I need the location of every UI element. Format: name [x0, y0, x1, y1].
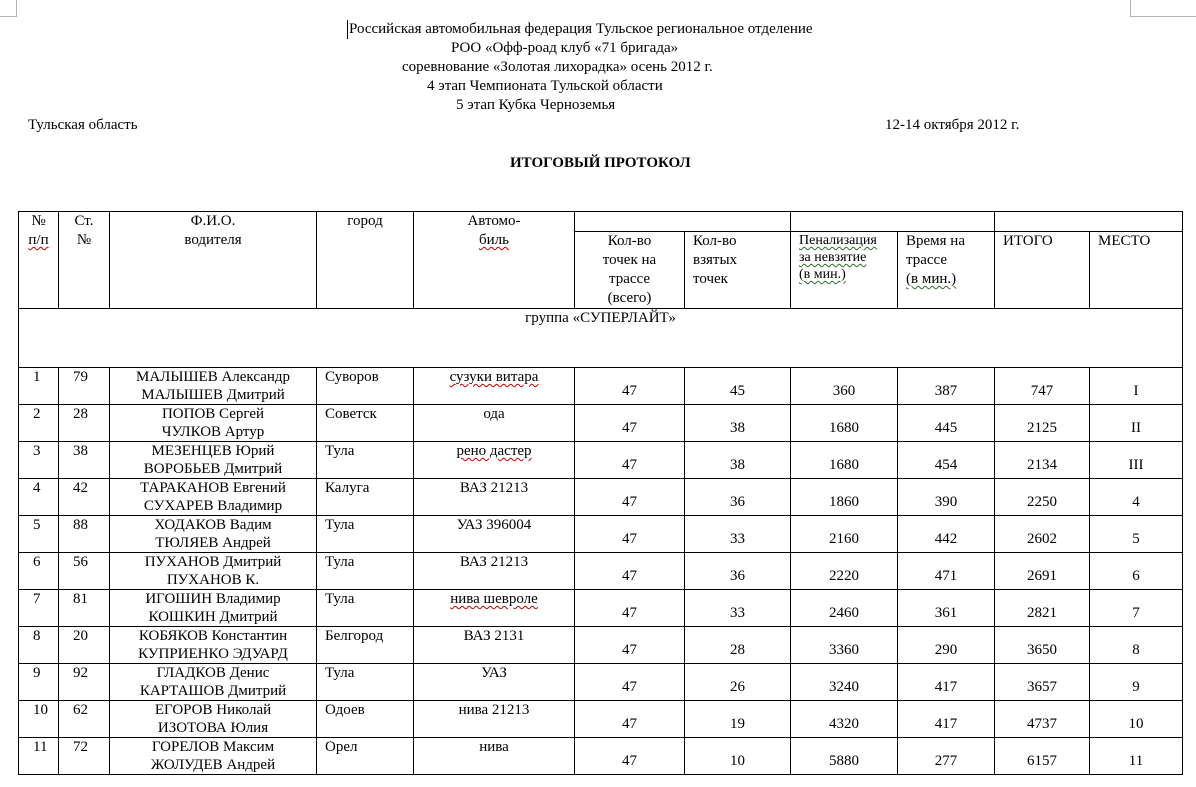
row-drivers [110, 479, 317, 516]
row-total: 2134 [995, 442, 1090, 479]
row-city: Калуга [317, 479, 414, 516]
row-penalty: 2160 [791, 516, 898, 553]
row-car: рено дастер [414, 442, 575, 479]
region-label: Тульская область [28, 117, 138, 133]
row-start-number: 38 [59, 442, 110, 479]
dates-label: 12-14 октября 2012 г. [885, 117, 1020, 133]
row-points-total: 47 [575, 368, 685, 405]
row-car: нива 21213 [414, 701, 575, 738]
row-total: 3657 [995, 664, 1090, 701]
header-cell-place: МЕСТО [1090, 232, 1183, 309]
row-index: 3 [19, 442, 59, 479]
row-time: 417 [898, 701, 995, 738]
row-car: нива [414, 738, 575, 775]
row-penalty: 1860 [791, 479, 898, 516]
row-place: 7 [1090, 590, 1183, 627]
header-cell-car: Автомо- биль [414, 212, 575, 309]
row-driver-1: ПОПОВ Сергей [161, 406, 265, 422]
row-start-number: 28 [59, 405, 110, 442]
header-line-2: РОО «Офф-роад клуб «71 бригада» [451, 40, 679, 56]
row-points-taken: 26 [685, 664, 791, 701]
row-driver-1: ПУХАНОВ Дмитрий [144, 554, 282, 570]
row-index: 9 [19, 664, 59, 701]
row-car: ВАЗ 21213 [414, 479, 575, 516]
row-total: 2602 [995, 516, 1090, 553]
row-place: 9 [1090, 664, 1183, 701]
row-total: 6157 [995, 738, 1090, 775]
row-driver-2: ЖОЛУДЕВ Андрей [150, 757, 276, 773]
row-drivers [110, 405, 317, 442]
header-line-1: Российская автомобильная федерация Тульское региональное отделение [349, 21, 813, 37]
row-points-total: 47 [575, 405, 685, 442]
row-index: 4 [19, 479, 59, 516]
row-penalty: 360 [791, 368, 898, 405]
row-drivers [110, 590, 317, 627]
header-line-5: 5 этап Кубка Черноземья [456, 97, 616, 113]
row-driver-2: ИЗОТОВА Юлия [157, 720, 269, 736]
page-margin-corner-right [1130, 0, 1196, 17]
header-cell-blank-3 [995, 212, 1183, 232]
row-start-number: 72 [59, 738, 110, 775]
row-time: 442 [898, 516, 995, 553]
row-time: 454 [898, 442, 995, 479]
row-points-total: 47 [575, 738, 685, 775]
table-row [19, 442, 1183, 479]
group-label: группа «СУПЕРЛАЙТ» [19, 309, 1183, 368]
row-car: УАЗ 396004 [414, 516, 575, 553]
table-row [19, 516, 1183, 553]
table-row [19, 553, 1183, 590]
row-start-number: 92 [59, 664, 110, 701]
header-cell-time: Время на трассе (в мин.) [898, 232, 995, 309]
row-start-number: 81 [59, 590, 110, 627]
row-time: 445 [898, 405, 995, 442]
header-line-4: 4 этап Чемпионата Тульской области [427, 78, 663, 94]
row-drivers [110, 738, 317, 775]
row-start-number: 20 [59, 627, 110, 664]
row-total: 2821 [995, 590, 1090, 627]
header-line-3: соревнование «Золотая лихорадка» осень 2012 г. [402, 59, 713, 75]
row-city: Тула [317, 553, 414, 590]
table-row [19, 701, 1183, 738]
row-driver-1: ЕГОРОВ Николай [154, 702, 272, 718]
table-header-row [19, 212, 1183, 232]
header-cell-total: ИТОГО [995, 232, 1090, 309]
row-points-total: 47 [575, 479, 685, 516]
row-points-taken: 33 [685, 516, 791, 553]
row-drivers [110, 627, 317, 664]
row-points-taken: 36 [685, 479, 791, 516]
row-time: 417 [898, 664, 995, 701]
row-driver-2: МАЛЫШЕВ Дмитрий [141, 387, 285, 403]
row-place: 5 [1090, 516, 1183, 553]
row-driver-1: МАЛЫШЕВ Александр [135, 369, 291, 385]
result-rows [19, 368, 1183, 775]
row-penalty: 3240 [791, 664, 898, 701]
row-place: 10 [1090, 701, 1183, 738]
row-points-total: 47 [575, 516, 685, 553]
row-points-total: 47 [575, 553, 685, 590]
row-city: Тула [317, 590, 414, 627]
row-car: ВАЗ 2131 [414, 627, 575, 664]
row-points-taken: 45 [685, 368, 791, 405]
row-time: 471 [898, 553, 995, 590]
row-driver-1: ГОРЕЛОВ Максим [151, 739, 275, 755]
row-car: УАЗ [414, 664, 575, 701]
header-cell-blank-2 [791, 212, 995, 232]
row-points-taken: 33 [685, 590, 791, 627]
row-driver-1: ТАРАКАНОВ Евгений [140, 480, 286, 496]
row-points-taken: 19 [685, 701, 791, 738]
row-start-number: 56 [59, 553, 110, 590]
table-row [19, 405, 1183, 442]
table-row [19, 738, 1183, 775]
row-driver-2: СУХАРЕВ Владимир [143, 498, 283, 514]
row-place: I [1090, 368, 1183, 405]
row-city: Тула [317, 516, 414, 553]
header-cell-penalty: Пенализация за невзятие (в мин.) [791, 232, 898, 309]
row-penalty: 2460 [791, 590, 898, 627]
row-driver-2: КУПРИЕНКО ЭДУАРД [138, 646, 288, 662]
row-index: 1 [19, 368, 59, 405]
row-penalty: 1680 [791, 405, 898, 442]
table-row [19, 627, 1183, 664]
row-start-number: 62 [59, 701, 110, 738]
row-penalty: 4320 [791, 701, 898, 738]
row-start-number: 88 [59, 516, 110, 553]
row-driver-1: МЕЗЕНЦЕВ Юрий [151, 443, 275, 459]
row-points-total: 47 [575, 701, 685, 738]
row-penalty: 1680 [791, 442, 898, 479]
row-city: Тула [317, 442, 414, 479]
row-time: 361 [898, 590, 995, 627]
row-total: 2125 [995, 405, 1090, 442]
row-city: Суворов [317, 368, 414, 405]
row-car: сузуки витара [414, 368, 575, 405]
header-cell-city: город [317, 212, 414, 309]
row-driver-2: КАРТАШОВ Дмитрий [139, 683, 287, 699]
row-index: 6 [19, 553, 59, 590]
row-driver-2: КОШКИН Дмитрий [148, 609, 278, 625]
row-city: Советск [317, 405, 414, 442]
row-points-taken: 36 [685, 553, 791, 590]
row-points-total: 47 [575, 442, 685, 479]
row-points-taken: 28 [685, 627, 791, 664]
header-cell-points-taken: Кол-во взятых точек [685, 232, 791, 309]
row-total: 747 [995, 368, 1090, 405]
row-index: 8 [19, 627, 59, 664]
row-time: 390 [898, 479, 995, 516]
row-points-total: 47 [575, 664, 685, 701]
row-points-taken: 10 [685, 738, 791, 775]
row-driver-1: КОБЯКОВ Константин [138, 628, 288, 644]
row-city: Белгород [317, 627, 414, 664]
row-car: нива шевроле [414, 590, 575, 627]
row-index: 7 [19, 590, 59, 627]
row-index: 11 [19, 738, 59, 775]
row-place: II [1090, 405, 1183, 442]
row-place: 4 [1090, 479, 1183, 516]
row-start-number: 42 [59, 479, 110, 516]
row-points-taken: 38 [685, 405, 791, 442]
row-city: Одоев [317, 701, 414, 738]
document-title: ИТОГОВЫЙ ПРОТОКОЛ [510, 155, 691, 171]
row-city: Орел [317, 738, 414, 775]
row-drivers [110, 553, 317, 590]
header-cell-num: № п/п [19, 212, 59, 309]
row-driver-2: ПУХАНОВ К. [166, 572, 260, 588]
row-index: 10 [19, 701, 59, 738]
header-cell-start: Ст. № [59, 212, 110, 309]
row-driver-2: ЧУЛКОВ Артур [161, 424, 265, 440]
row-points-total: 47 [575, 627, 685, 664]
page-margin-corner-left [0, 0, 17, 17]
row-penalty: 5880 [791, 738, 898, 775]
row-city: Тула [317, 664, 414, 701]
row-drivers [110, 701, 317, 738]
header-cell-fio: Ф.И.О. водителя [110, 212, 317, 309]
row-car: ода [414, 405, 575, 442]
row-drivers [110, 368, 317, 405]
group-row [19, 309, 1183, 368]
row-place: 6 [1090, 553, 1183, 590]
table-row [19, 664, 1183, 701]
row-time: 290 [898, 627, 995, 664]
row-drivers [110, 516, 317, 553]
table-row [19, 590, 1183, 627]
row-car: ВАЗ 21213 [414, 553, 575, 590]
row-total: 2691 [995, 553, 1090, 590]
row-place: III [1090, 442, 1183, 479]
row-drivers [110, 442, 317, 479]
row-time: 387 [898, 368, 995, 405]
row-index: 2 [19, 405, 59, 442]
row-penalty: 3360 [791, 627, 898, 664]
row-driver-1: ИГОШИН Владимир [145, 591, 281, 607]
header-cell-points-total: Кол-во точек на трассе (всего) [575, 232, 685, 309]
row-driver-2: ТЮЛЯЕВ Андрей [155, 535, 271, 551]
row-total: 2250 [995, 479, 1090, 516]
row-place: 8 [1090, 627, 1183, 664]
table-row [19, 368, 1183, 405]
row-points-taken: 38 [685, 442, 791, 479]
row-total: 4737 [995, 701, 1090, 738]
header-cell-blank-1 [575, 212, 791, 232]
row-place: 11 [1090, 738, 1183, 775]
table-row [19, 479, 1183, 516]
row-driver-1: ГЛАДКОВ Денис [156, 665, 270, 681]
row-drivers [110, 664, 317, 701]
row-time: 277 [898, 738, 995, 775]
row-driver-2: ВОРОБЬЕВ Дмитрий [143, 461, 283, 477]
row-points-total: 47 [575, 590, 685, 627]
row-total: 3650 [995, 627, 1090, 664]
row-penalty: 2220 [791, 553, 898, 590]
row-index: 5 [19, 516, 59, 553]
results-table [18, 211, 1183, 775]
row-driver-1: ХОДАКОВ Вадим [154, 517, 272, 533]
row-start-number: 79 [59, 368, 110, 405]
